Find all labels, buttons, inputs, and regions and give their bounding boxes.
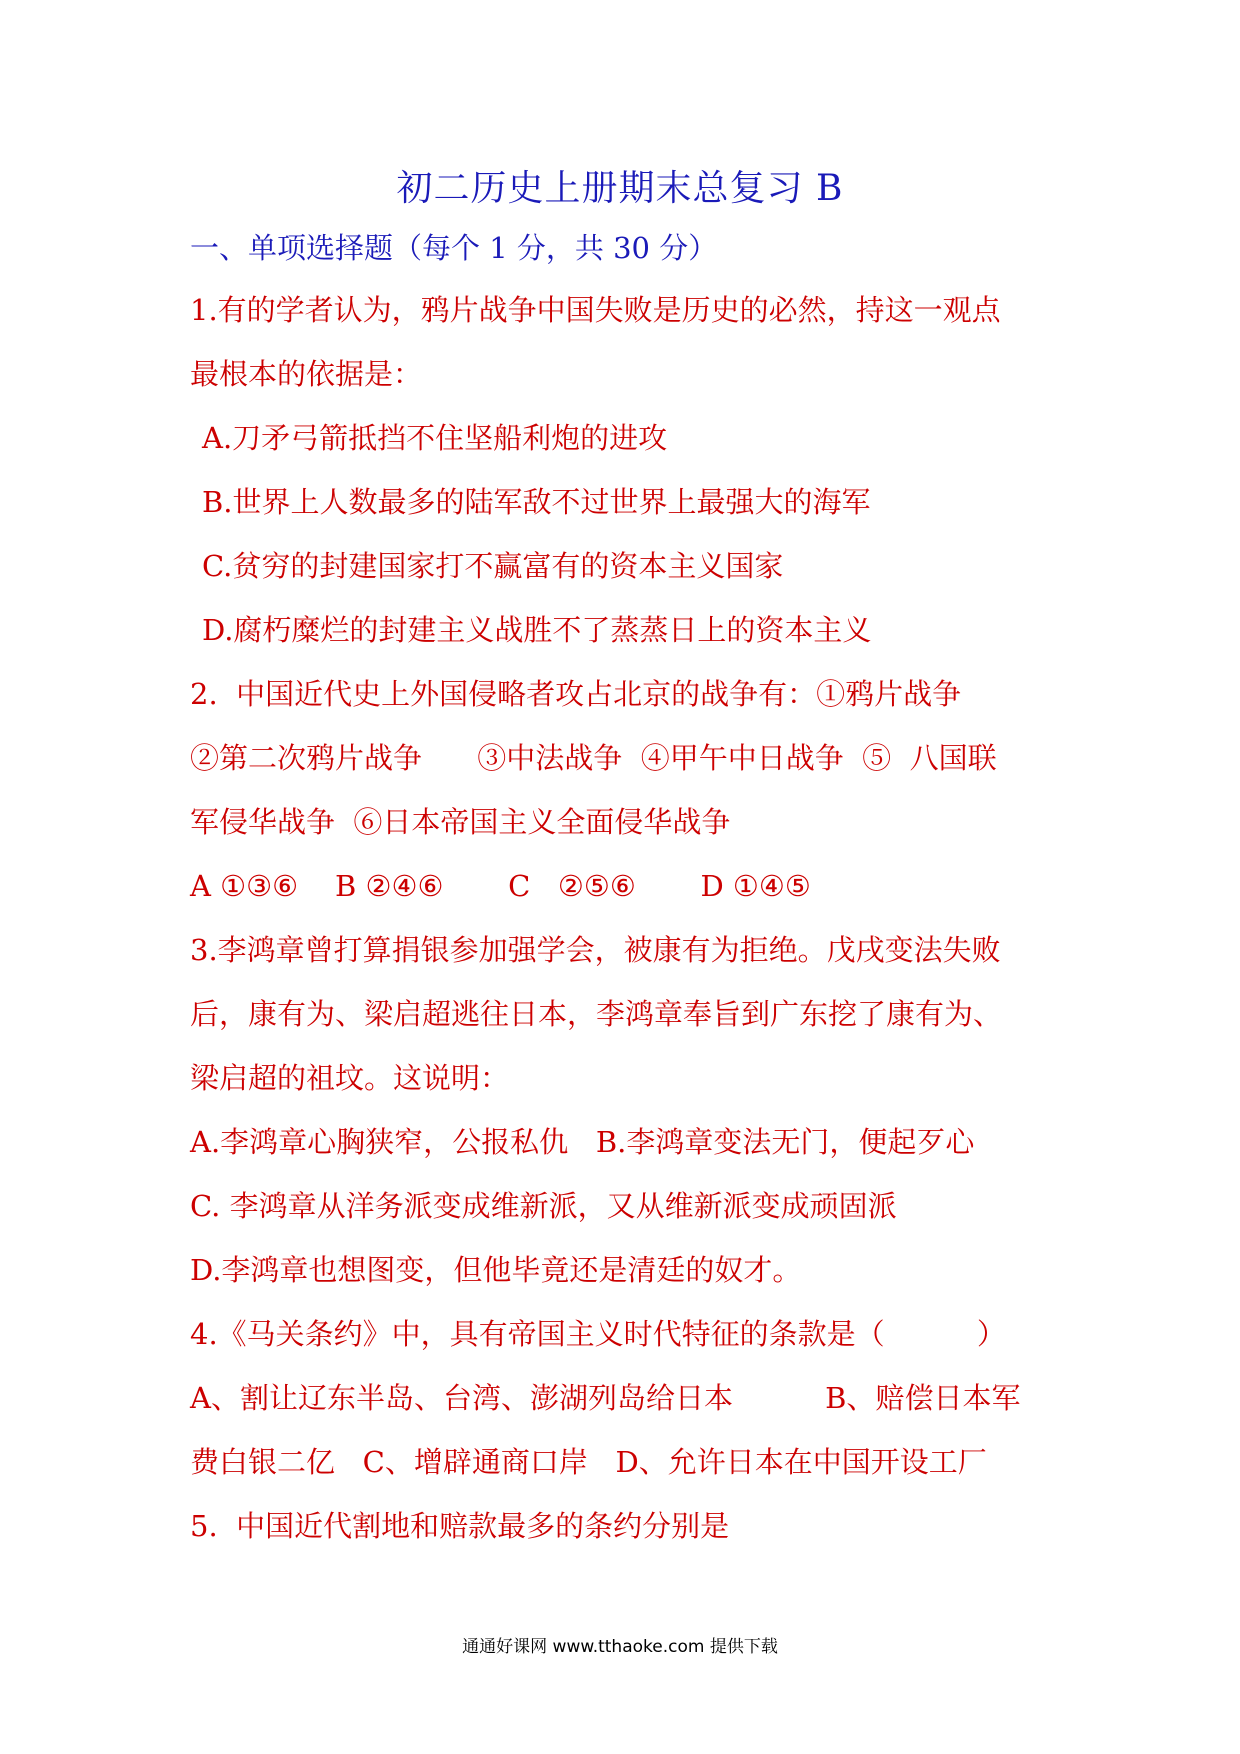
question-1-option-c: C.贫穷的封建国家打不赢富有的资本主义国家 [202, 549, 784, 583]
question-2-stem-line-2: ②第二次鸦片战争 ③中法战争 ④甲午中日战争 ⑤ 八国联 [190, 741, 997, 775]
question-2-options: A ①③⑥ B ②④⑥ C ②⑤⑥ D ①④⑤ [190, 869, 811, 903]
question-1-option-d: D.腐朽糜烂的封建主义战胜不了蒸蒸日上的资本主义 [202, 613, 872, 647]
page-title: 初二历史上册期末总复习 B [396, 168, 844, 209]
question-3-stem-line-1: 3.李鸿章曾打算捐银参加强学会，被康有为拒绝。戊戌变法失败 [190, 933, 1001, 967]
question-1-stem-line-1: 1.有的学者认为，鸦片战争中国失败是历史的必然，持这一观点 [190, 293, 1001, 327]
question-4-options-line-2: 费白银二亿 C、增辟通商口岸 D、允许日本在中国开设工厂 [190, 1445, 987, 1479]
question-2-stem-line-1: 2. 中国近代史上外国侵略者攻占北京的战争有：①鸦片战争 [190, 677, 962, 711]
question-3-options-line-2: C. 李鸿章从洋务派变成维新派，又从维新派变成顽固派 [190, 1189, 897, 1223]
question-3-options-line-3: D.李鸿章也想图变，但他毕竟还是清廷的奴才。 [190, 1253, 802, 1287]
question-2-stem-line-3: 军侵华战争 ⑥日本帝国主义全面侵华战争 [190, 805, 731, 839]
question-5-stem: 5. 中国近代割地和赔款最多的条约分别是 [190, 1509, 730, 1543]
question-1-option-a: A.刀矛弓箭抵挡不住坚船利炮的进攻 [202, 421, 668, 455]
question-4-options-line-1: A、割让辽东半岛、台湾、澎湖列岛给日本 B、赔偿日本军 [190, 1381, 1021, 1415]
page-footer: 通通好课网 www.tthaoke.com 提供下载 [462, 1637, 778, 1657]
question-3-stem-line-3: 梁启超的祖坟。这说明： [190, 1061, 510, 1095]
question-3-options-line-1: A.李鸿章心胸狭窄，公报私仇 B.李鸿章变法无门，便起歹心 [190, 1125, 975, 1159]
question-4-stem: 4.《马关条约》中，具有帝国主义时代特征的条款是（ ） [190, 1317, 1006, 1351]
question-1-option-b: B.世界上人数最多的陆军敌不过世界上最强大的海军 [202, 485, 871, 519]
question-1-stem-line-2: 最根本的依据是： [190, 357, 423, 391]
section-heading: 一、单项选择题（每个 1 分，共 30 分） [190, 231, 718, 265]
question-3-stem-line-2: 后，康有为、梁启超逃往日本，李鸿章奉旨到广东挖了康有为、 [190, 997, 1003, 1031]
